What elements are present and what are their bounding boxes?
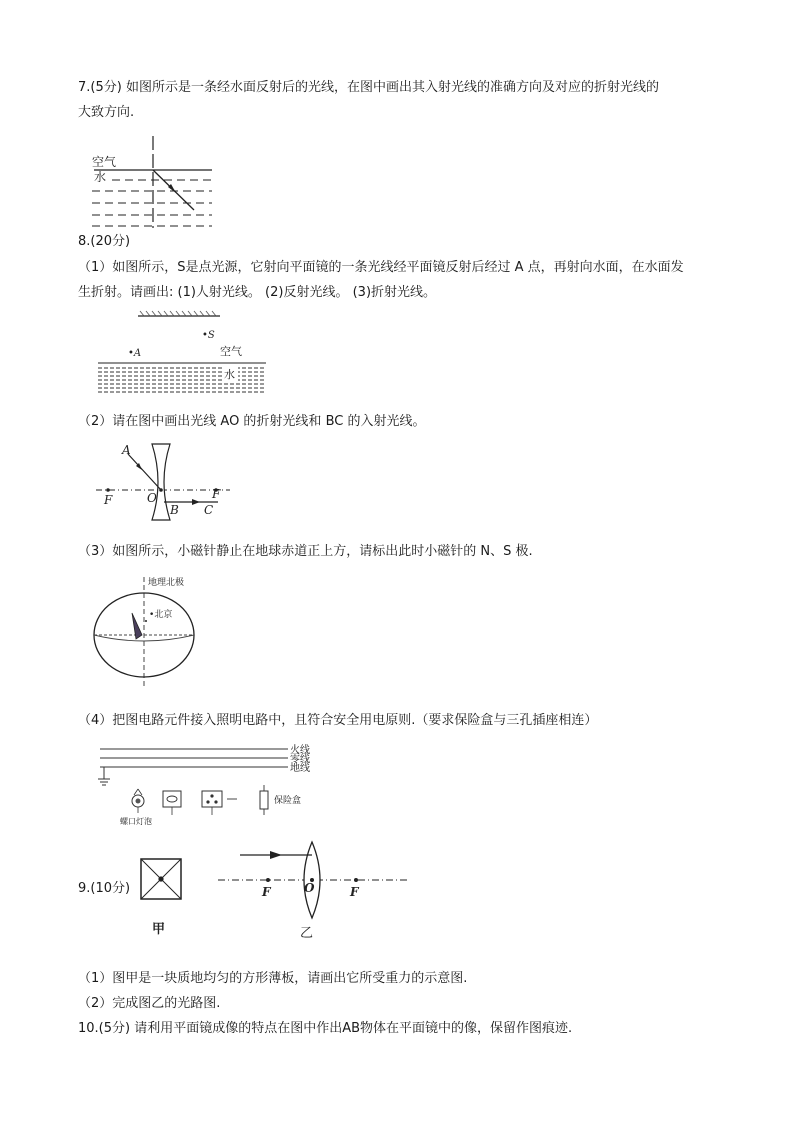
q8-part4-text: （4）把图电路元件接入照明电路中，且符合安全用电原则.（要求保险盒与三孔插座相连）: [78, 713, 598, 728]
q9-label-yi: 乙: [300, 926, 314, 941]
q9-convex-lens-figure: [216, 838, 412, 942]
q8-label-neutral: 零线: [290, 754, 310, 765]
q8-label-water: 水: [224, 368, 235, 381]
q8-earth-magnet-figure: [88, 573, 208, 691]
q9-label-jia: 甲: [152, 922, 166, 937]
q7-label-water: 水: [94, 170, 107, 184]
q8-part1-line2: 生折射。请画出: (1)人射光线。 (2)反射光线。 (3)折射光线。: [78, 285, 437, 300]
q9-label-f-left: F: [262, 885, 271, 899]
q10-text: 10.(5分) 请利用平面镜成像的特点在图中作出AB物体在平面镜中的像，保留作图痕迹.: [78, 1021, 573, 1036]
q8-circuit-figure: [94, 741, 354, 826]
q9-label-o: O: [304, 881, 315, 895]
q8-heading: 8.(20分): [78, 234, 131, 249]
q8-label-live: 火线: [290, 745, 310, 756]
q8-label-c: C: [204, 503, 214, 517]
q8-label-b: B: [170, 503, 179, 517]
q8-label-o: O: [147, 491, 157, 505]
q9-label-f-right: F: [350, 885, 359, 899]
q8-concave-lens-figure: [94, 440, 234, 522]
q7-text-line2: 大致方向.: [78, 105, 135, 120]
q8-label-pole: 地理北极: [148, 578, 185, 588]
q8-label-f-right: F: [212, 487, 221, 501]
q8-label-ground: 地线: [290, 763, 310, 774]
q8-label-s: •S: [202, 330, 215, 341]
q9-heading: 9.(10分): [78, 881, 131, 896]
q8-label-f-left: F: [104, 493, 113, 507]
q8-part3-text: （3）如图所示，小磁针静止在地球赤道正上方，请标出此时小磁针的 N、S 极.: [78, 544, 533, 559]
q8-label-air: 空气: [220, 345, 242, 358]
q9-part1-text: （1）图甲是一块质地均匀的方形薄板，请画出它所受重力的示意图.: [78, 971, 468, 986]
q7-label-air: 空气: [92, 155, 117, 169]
q9-part2-text: （2）完成图乙的光路图.: [78, 996, 221, 1011]
q8-label-a: •A: [128, 348, 142, 359]
q8-part2-text: （2）请在图中画出光线 AO 的折射光线和 BC 的入射光线。: [78, 414, 426, 429]
q8-part1-line1: （1）如图所示，S是点光源，它射向平面镜的一条光线经平面镜反射后经过 A 点，再射向水面，在水面发: [78, 260, 684, 275]
q8-mirror-water-figure: [96, 308, 276, 400]
q8-label-lamp: 螺口灯泡: [120, 817, 152, 826]
q8-label-beijing: •北京: [149, 610, 173, 620]
q8-label-a-lens: A: [122, 443, 131, 457]
q7-reflection-figure: [86, 132, 226, 232]
q8-label-fuse: 保险盒: [274, 796, 302, 806]
q9-square-plate-figure: [138, 856, 188, 940]
q7-text-line1: 7.(5分) 如图所示是一条经水面反射后的光线，在图中画出其入射光线的准确方向及对应的折射光线的: [78, 80, 659, 95]
